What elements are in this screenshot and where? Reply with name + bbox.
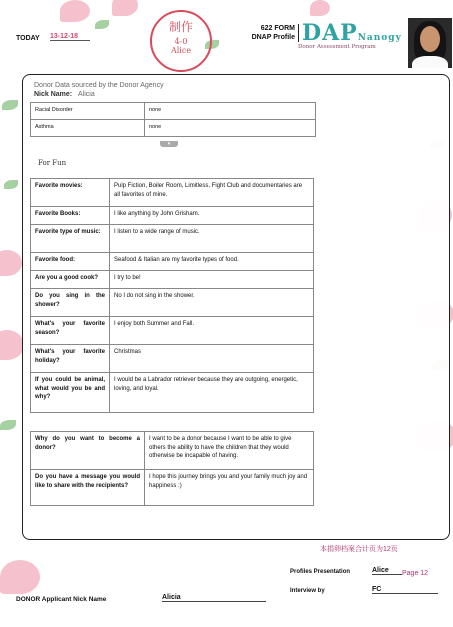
profiles-presentation-label: Profiles Presentation	[290, 569, 351, 575]
table-row	[31, 103, 316, 120]
question-cell: Do you have a message you would like to share with the recipients?	[31, 470, 145, 506]
answer-cell: Seafood & Italian are my favorite types of food.	[110, 253, 314, 271]
stamp-line-3: Alice	[170, 46, 192, 55]
question-cell: Favorite type of music:	[31, 225, 110, 253]
table-row	[31, 470, 314, 506]
answer-cell: I want to be a donor because I want to be able to give others the ability to have the children that they would otherwise be incapable of having.	[145, 432, 314, 470]
donor-photo	[408, 18, 452, 68]
nickname-label: Nick Name:	[34, 91, 73, 98]
logo-main: DAP	[302, 20, 358, 46]
answer-cell: Pulp Fiction, Boiler Room, Limitless, Fight Club and documentaries are all favorites of mine.	[110, 179, 314, 207]
for-fun-heading: For Fun	[38, 159, 67, 167]
expand-tab[interactable]: ▾	[160, 141, 178, 147]
form-identifier	[225, 24, 299, 42]
question-cell: If you could be animal, what would you be and why?	[31, 373, 110, 413]
stamp-line-2: 4-0	[174, 37, 188, 46]
row-value: none	[145, 120, 316, 137]
applicant-nickname-value: Alicia	[162, 594, 266, 602]
interview-by-label: Interview by	[290, 588, 325, 594]
table-row	[31, 317, 314, 345]
answer-cell: No I do not sing in the shower.	[110, 289, 314, 317]
donor-data-heading: Donor Data sourced by the Donor Agency	[34, 82, 164, 89]
form-subtitle: DNAP Profile	[251, 34, 295, 41]
form-title: 622 FORM	[260, 25, 295, 32]
row-label: Racial Disorder	[31, 103, 145, 120]
question-cell: Favorite food:	[31, 253, 110, 271]
table-row	[31, 225, 314, 253]
today-date: 13-12-18	[50, 33, 90, 41]
table-row	[31, 253, 314, 271]
question-cell: Favorite movies:	[31, 179, 110, 207]
answer-cell: I like anything by John Grisham.	[110, 207, 314, 225]
motivation-table	[30, 431, 314, 506]
table-row	[31, 289, 314, 317]
table-row	[31, 207, 314, 225]
table-row	[31, 120, 316, 137]
nickname-value: Alicia	[77, 91, 95, 98]
for-fun-table	[30, 178, 314, 413]
table-row	[31, 432, 314, 470]
answer-cell: I would be a Labrador retriever because they are outgoing, energetic, loving, and loyal.	[110, 373, 314, 413]
dap-logo	[302, 20, 402, 46]
today-label: TODAY	[16, 35, 40, 42]
question-cell: Favorite Books:	[31, 207, 110, 225]
question-cell: What's your favorite season?	[31, 317, 110, 345]
applicant-nickname-label: DONOR Applicant Nick Name	[16, 596, 107, 603]
interview-by-value: FC	[372, 586, 438, 594]
question-cell: What's your favorite holiday?	[31, 345, 110, 373]
table-row	[31, 373, 314, 413]
question-cell: Why do you want to become a donor?	[31, 432, 145, 470]
answer-cell: Christmas	[110, 345, 314, 373]
logo-suffix: Nanogy	[357, 33, 402, 43]
answer-cell: I listen to a wide range of music.	[110, 225, 314, 253]
table-row	[31, 345, 314, 373]
answer-cell: I hope this journey brings you and your family much joy and happiness :)	[145, 470, 314, 506]
page-count-note: 本捐卵档案合计页为12页	[320, 546, 398, 553]
page-number: Page 12	[402, 570, 429, 577]
stamp-line-1: 制作	[168, 20, 193, 34]
row-value: none	[145, 103, 316, 120]
answer-cell: I enjoy both Summer and Fall.	[110, 317, 314, 345]
question-cell: Are you a good cook?	[31, 271, 110, 289]
medical-history-table	[30, 102, 316, 137]
profiles-presentation-value: Alice	[372, 567, 402, 575]
row-label: Asthma	[31, 120, 145, 137]
question-cell: Do you sing in the shower?	[31, 289, 110, 317]
answer-cell: I try to be!	[110, 271, 314, 289]
table-row	[31, 271, 314, 289]
approval-stamp	[150, 10, 212, 72]
nickname-line	[34, 91, 95, 98]
table-row	[31, 179, 314, 207]
logo-tagline: Donor Assessment Program	[298, 44, 376, 50]
